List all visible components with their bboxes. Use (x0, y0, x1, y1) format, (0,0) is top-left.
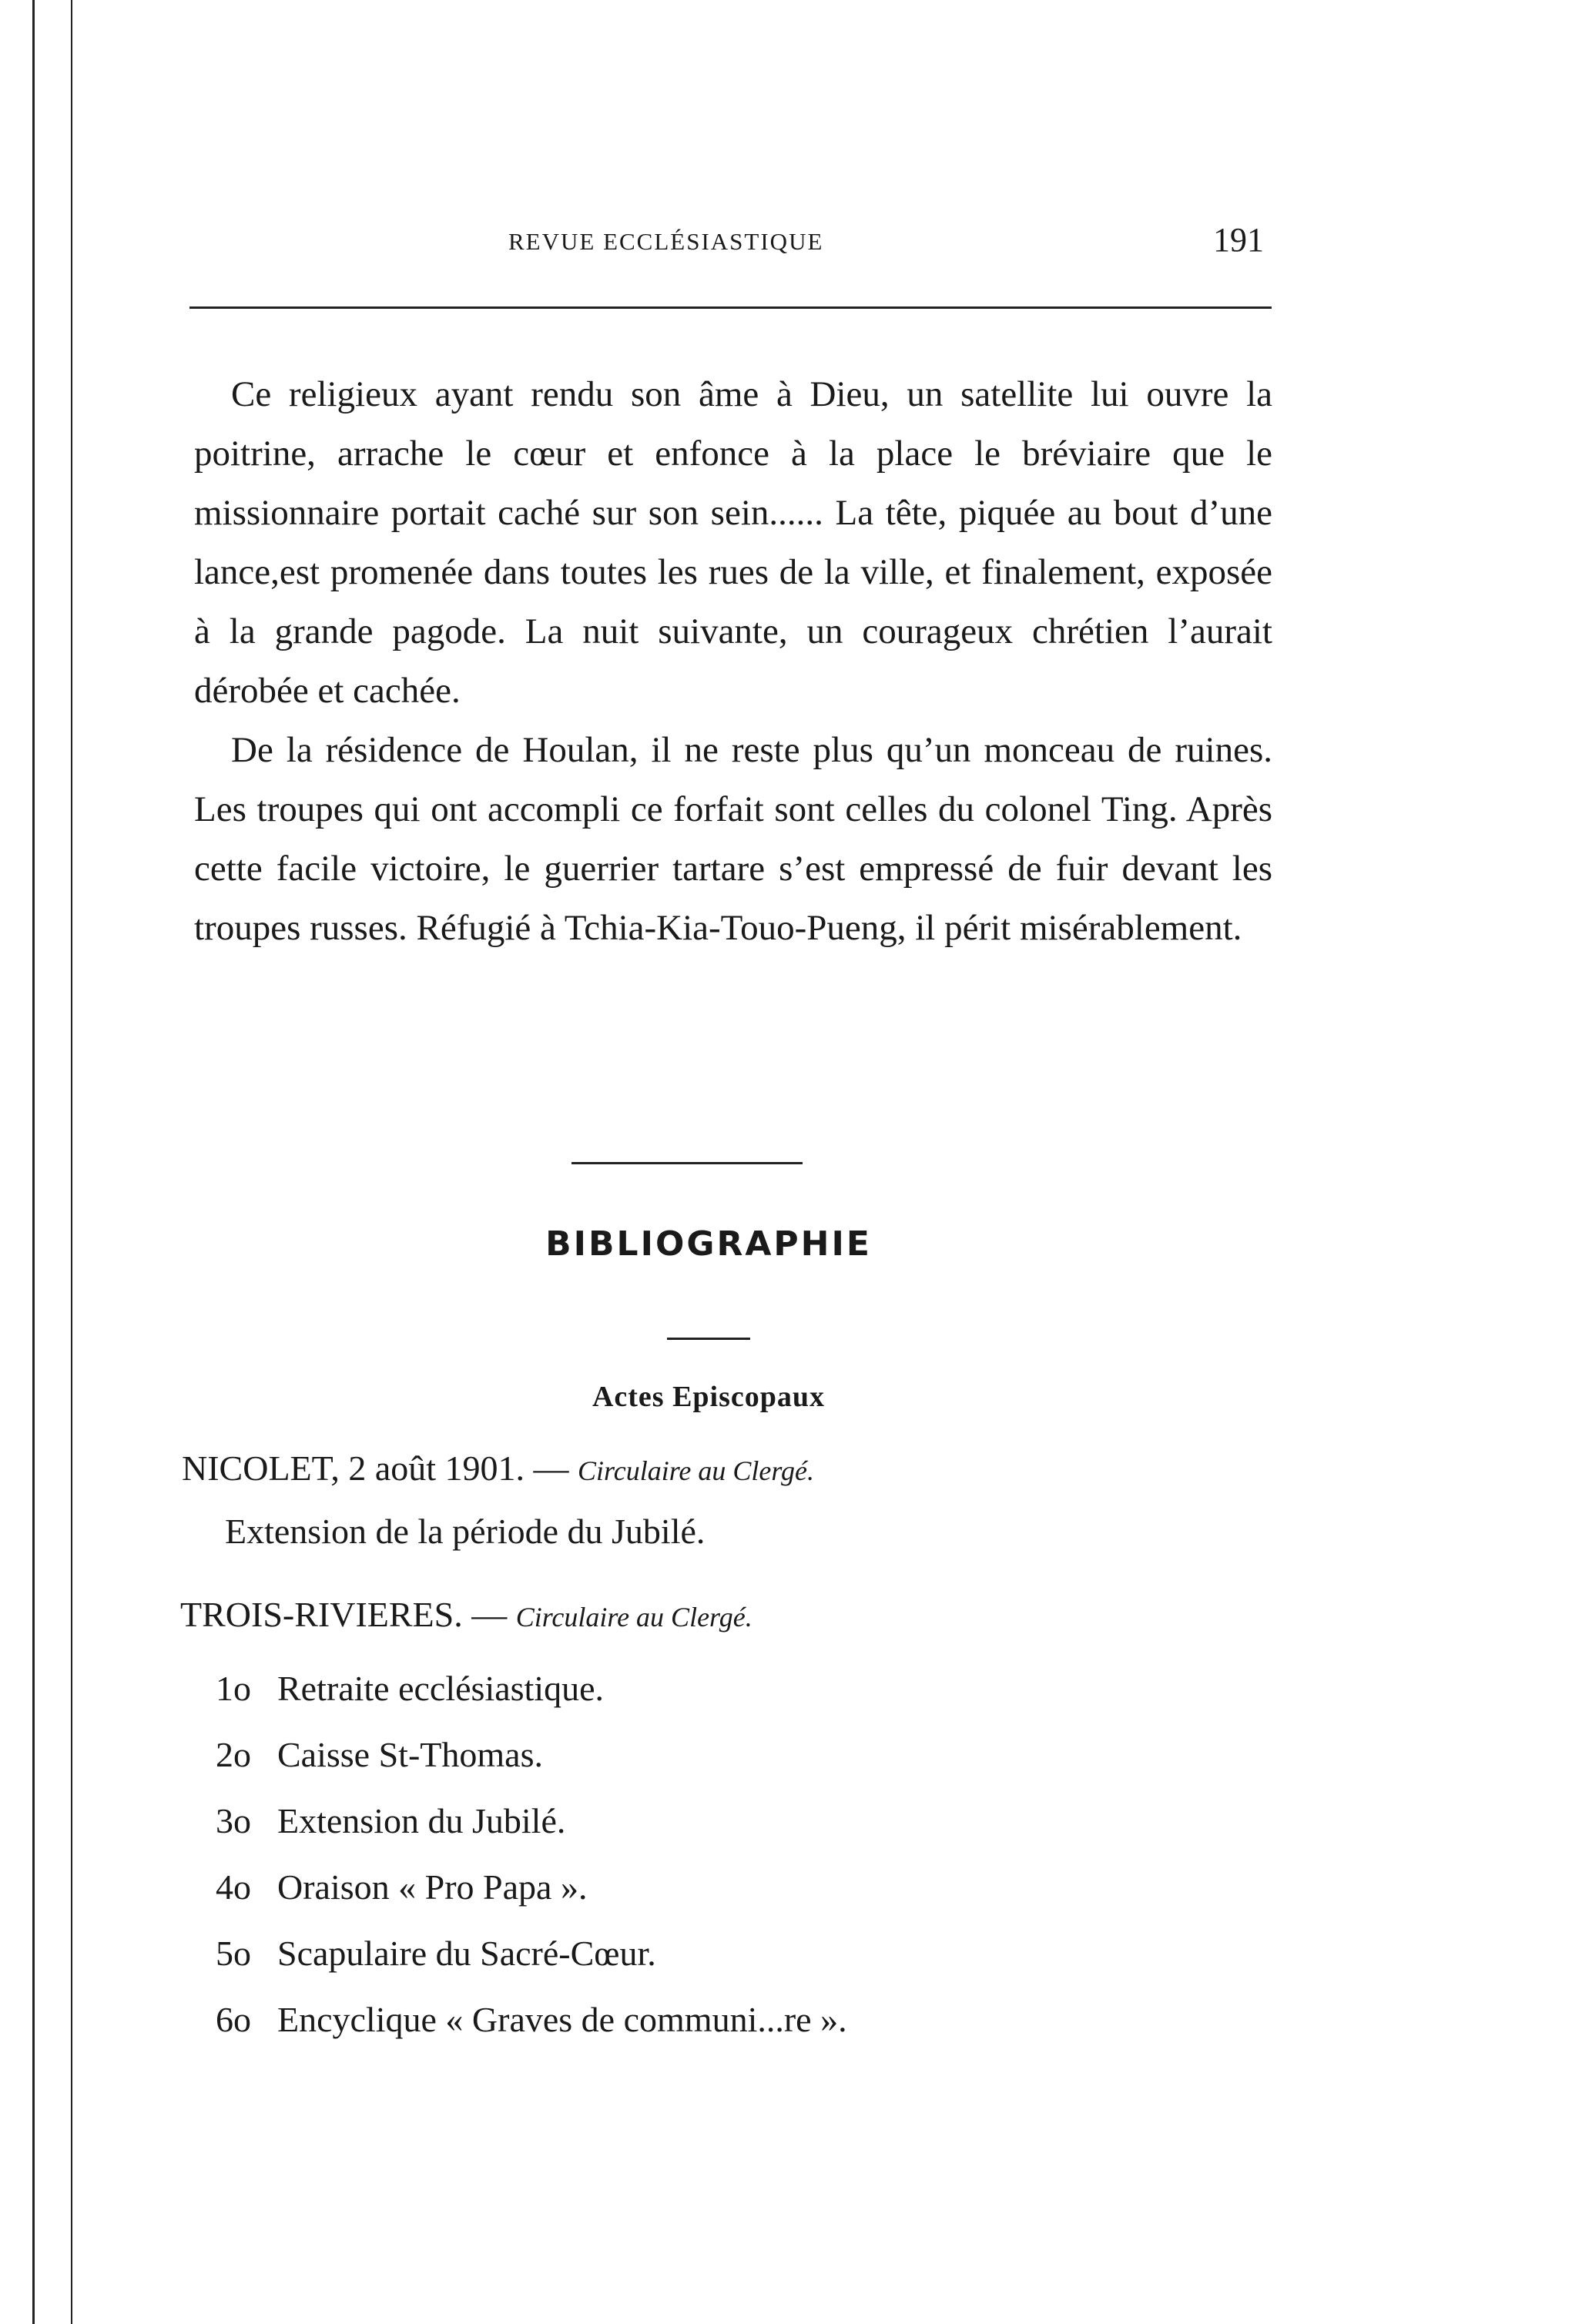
page-number: 191 (1213, 221, 1264, 259)
item-number: 3o (216, 1801, 251, 1840)
section-divider (571, 1162, 803, 1164)
list-item (216, 1656, 847, 1722)
item-number: 5o (216, 1934, 251, 1973)
bibliography-entry (182, 1448, 814, 1488)
numbered-list (216, 1656, 847, 2053)
running-title: REVUE ECCLÉSIASTIQUE (508, 228, 824, 255)
list-item (216, 1987, 847, 2053)
list-item (216, 1854, 847, 1920)
running-head (185, 220, 1275, 266)
binding-edge-line (32, 0, 35, 2324)
entry-heading: NICOLET, 2 août 1901. — (182, 1448, 569, 1488)
body-text (194, 365, 1272, 958)
item-text: Scapulaire du Sacré-Cœur. (277, 1934, 656, 1973)
item-text: Retraite ecclésiastique. (277, 1669, 605, 1708)
item-number: 4o (216, 1867, 251, 1907)
entry-doc-type: Circulaire au Clergé. (515, 1602, 752, 1632)
item-text: Oraison « Pro Papa ». (277, 1867, 588, 1907)
list-item (216, 1722, 847, 1788)
item-text: Extension du Jubilé. (277, 1801, 566, 1840)
item-text: Encyclique « Graves de communi...re ». (277, 2000, 847, 2039)
list-item (216, 1920, 847, 1987)
entry-heading: TROIS-RIVIERES. — (180, 1595, 508, 1634)
paragraph: De la résidence de Houlan, il ne reste plus qu’un monceau de ruines. Les troupes qui ont accompli ce forfait sont celles du colonel Ting. Après cette facile victoire, le guerrier tartare s’est empressé de fuir devant les troupes russes. Réfugié à Tchia-Kia-Touo-Pueng, il périt misérablement. (194, 730, 1272, 948)
list-item (216, 1788, 847, 1854)
item-number: 6o (216, 2000, 251, 2039)
subsection-title: Actes Episcopaux (592, 1381, 826, 1413)
entry-note: Extension de la période du Jubilé. (225, 1512, 706, 1551)
item-number: 1o (216, 1669, 251, 1708)
section-title: BIBLIOGRAPHIE (545, 1224, 872, 1264)
header-rule (189, 306, 1272, 309)
paragraph: Ce religieux ayant rendu son âme à Dieu, un satellite lui ouvre la poitrine, arrache le cœur et enfonce à la place le bréviaire que le missionnaire portait caché sur son sein...... La tête, piquée au bout d’une lance,est promenée dans toutes les rues de la ville, et finalement, exposée à la grande pagode. La nuit suivante, un courageux chrétien l’aurait dérobée et cachée. (194, 374, 1272, 711)
item-number: 2o (216, 1735, 251, 1774)
binding-edge-line (71, 0, 72, 2324)
entry-doc-type: Circulaire au Clergé. (578, 1455, 814, 1486)
item-text: Caisse St-Thomas. (277, 1735, 543, 1774)
section-divider (667, 1338, 750, 1340)
bibliography-entry (180, 1594, 752, 1635)
